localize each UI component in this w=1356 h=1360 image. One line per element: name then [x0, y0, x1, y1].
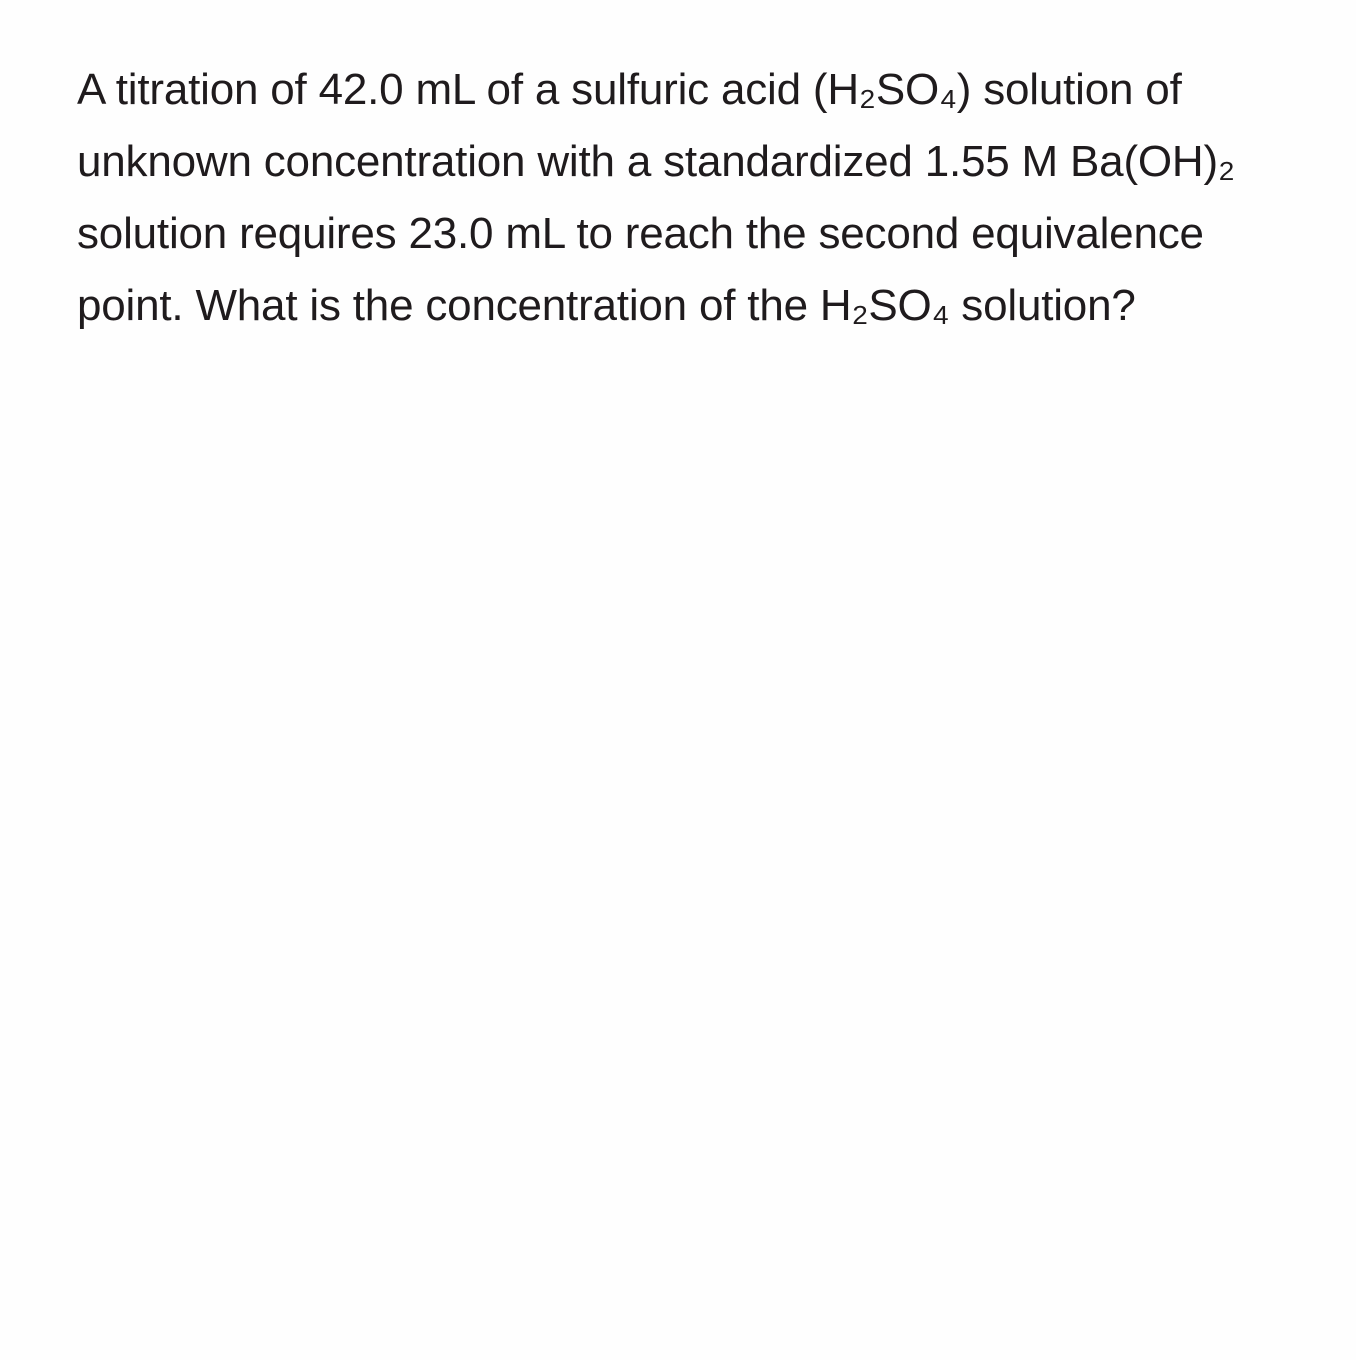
question-line-1: A titration of 42.0 mL of a sulfuric acid (H₂SO₄) solution of [77, 65, 1182, 114]
question-line-2: unknown concentration with a standardized 1.55 M Ba(OH)₂ [77, 137, 1235, 186]
question-line-3: solution requires 23.0 mL to reach the second equivalence [77, 209, 1204, 258]
question-line-4: point. What is the concentration of the H₂SO₄ solution? [77, 281, 1136, 330]
question-text [77, 54, 1337, 342]
